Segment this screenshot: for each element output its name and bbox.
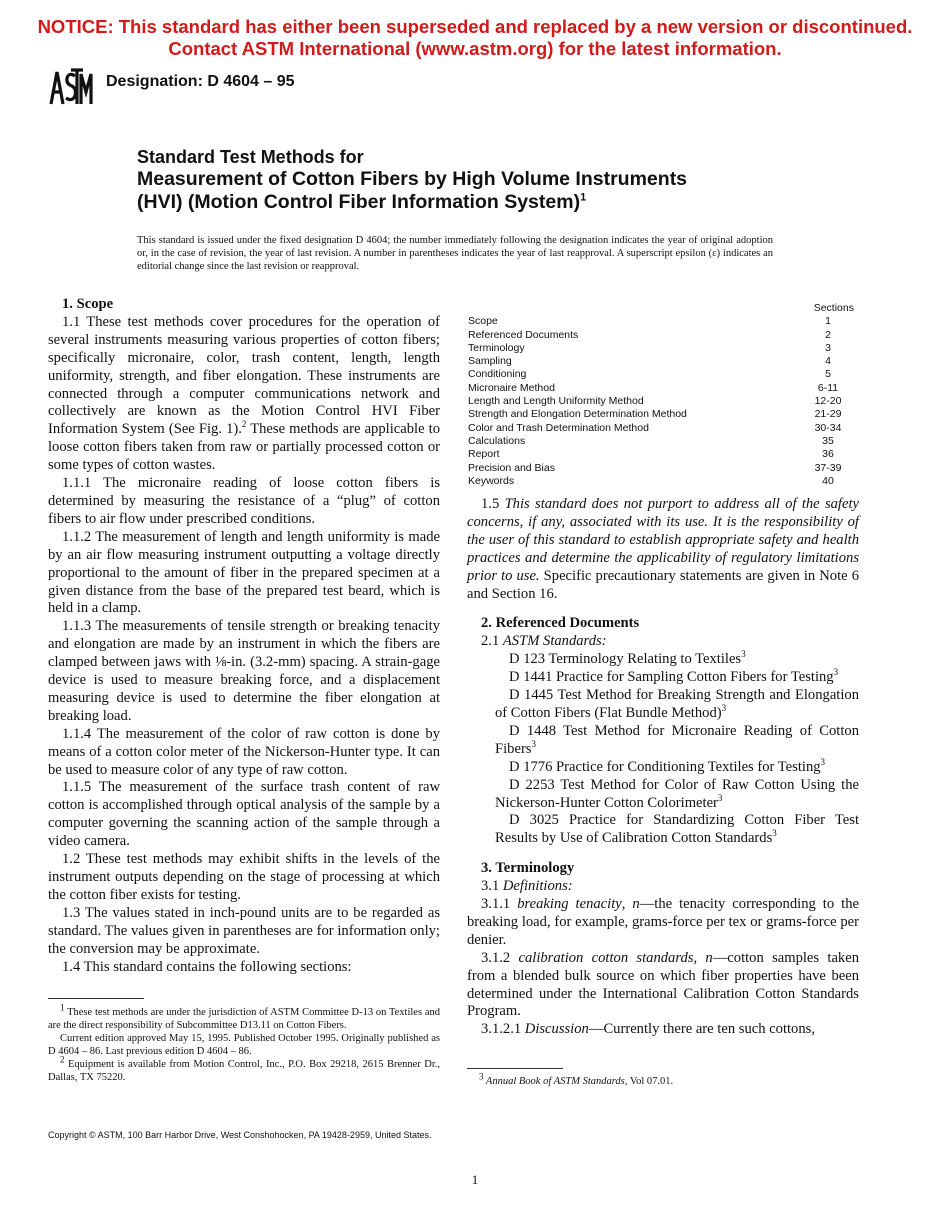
para-1-5: 1.5 This standard does not purport to address all of the safety concerns, if any, associated with its use. It is the responsibility of the user of this standard to establish appropriate safety and health practices and determine the applicability of regulatory limitations prior to use. Specific precautionary statements are given in Note 6 and Section 16. [467,496,859,602]
footnote-rule-right [467,1068,563,1069]
reference-list [467,651,859,848]
reference-item: D 1776 Practice for Conditioning Textiles for Testing$^3$ [509,756,826,775]
document-title [137,146,817,214]
reference-item: D 3025 Practice for Standardizing Cotton Fiber Test Results by Use of Calibration Cotton Standards$^3$ [495,812,859,847]
footnotes-right [467,1071,859,1088]
copyright-notice: Copyright © ASTM, 100 Barr Harbor Drive, West Conshohocken, PA 19428-2959, United States. [48,1130,432,1140]
sections-row-number: 12-20 [814,395,842,408]
para-1-1-1: 1.1.1 The micronaire reading of loose cotton fibers is determined by measuring the resistance of a “plug” of cotton fibers to air flow under prescribed conditions. [48,475,440,527]
sections-row-number: 36 [822,448,834,461]
notice-banner [0,16,950,60]
reference-item: D 123 Terminology Relating to Textiles$^3$ [509,649,746,668]
title-footnote-mark: 1 [580,191,587,204]
para-1-2: 1.2 These test methods may exhibit shifts in the levels of the instrument outputs depending on the stage of processing at which the cotton fiber exists for testing. [48,851,440,903]
intro-paragraph: This standard is issued under the fixed designation D 4604; the number immediately following the designation indicates the year of original adoption or, in the case of revision, the year of last revision. A number in parentheses indicates the year of last reapproval. A superscript epsilon (ε) indicates an editorial change since the last revision or reapproval. [137,235,773,272]
sections-row [468,462,854,475]
left-column [48,296,440,976]
sections-row-number: 30-34 [814,421,842,434]
sections-row [468,315,854,328]
page-number: 1 [471,1172,479,1187]
title-line-2: Measurement of Cotton Fibers by High Volume Instruments [137,168,688,190]
para-2-1: 2.1 ASTM Standards: [481,633,607,650]
sections-row-number: 40 [822,474,834,487]
sections-row [468,342,854,355]
title-line-1: Standard Test Methods for [137,147,364,167]
sections-row-label: Precision and Bias [468,461,555,474]
sections-row-label: Scope [468,315,498,328]
notice-line-1: NOTICE: This standard has either been superseded and replaced by a new version or discontinued. [37,16,913,37]
footnote-rule-left [48,998,144,999]
sections-row-number: 37-39 [814,461,842,474]
sections-row [468,355,854,368]
para-1-1-2: 1.1.2 The measurement of length and length uniformity is made by an air flow measuring instrument outputting a voltage directly proportional to the amount of fiber in the prepared specimen at a given distance from the base of the prepared test beard, which is held in a clamp. [48,528,440,617]
section-heading-referenced-documents: 2. Referenced Documents [481,615,640,632]
sections-header: Sections [813,302,854,314]
para-3-1: 3.1 Definitions: [481,878,573,895]
sections-row-number: 1 [825,315,831,328]
sections-row-label: Calculations [468,434,526,447]
sections-row [468,435,854,448]
designation: Designation: D 4604 – 95 [106,73,295,90]
reference-item: D 1448 Test Method for Micronaire Reading of Cotton Fibers$^3$ [495,722,859,757]
footnote-1: $^1$ These test methods are under the jurisdiction of ASTM Committee D-13 on Textiles and are the direct responsibility of Subcommittee D13.11 on Cotton Fibers. [48,1002,440,1031]
para-1-1-4: 1.1.4 The measurement of the color of raw cotton is done by means of a cotton color meter of the Nickerson-Hunter type. It can be used to measure color of any type of raw cotton. [48,725,440,778]
para-1-1: 1.1 These test methods cover procedures for the operation of several instruments measuring various properties of cotton fibers; specifically micronaire, color, trash content, length, length uniformity, strength, and fiber elongation. These instruments are connected through a computer communications network and collectively are known as the Motion Control HVI Fiber Information System (See Fig. 1).$^2$ These methods are applicable to loose cotton fibers taken from raw or partially processed cotton or some types of cotton wastes. [48,313,440,474]
title-line-3: (HVI) (Motion Control Fiber Information System)$^1$ [137,191,587,213]
sections-row [468,448,854,461]
sections-table [468,302,854,488]
para-1-1-3: 1.1.3 The measurements of tensile strength or breaking tenacity and elongation are made by an instrument in which the fibers are clamped between jaws with ⅛-in. (3.2-mm) spacing. A strain-gage device is used to measure breaking force, and a displacement measuring device is used to determine the fiber elongation at breaking load. [48,618,440,724]
section-heading-scope: 1. Scope [62,296,114,312]
sections-row [468,408,854,421]
astm-logo [48,64,94,108]
reference-item: D 1441 Practice for Sampling Cotton Fibers for Testing$^3$ [509,667,839,686]
sections-row-label: Sampling [468,355,512,368]
para-3-1-2: 3.1.2 calibration cotton standards, n—cotton samples taken from a blended bulk source on which fiber properties have been determined under the International Calibration Cotton Standards Program. [467,949,859,1020]
sections-row-label: Referenced Documents [468,328,579,341]
sections-row-label: Report [468,448,500,461]
right-column [467,496,859,1039]
sections-row-label: Keywords [468,474,515,487]
notice-line-2: Contact ASTM International (www.astm.org) for the latest information. [168,38,782,59]
para-1-1-5: 1.1.5 The measurement of the surface trash content of raw cotton is accomplished through optical analysis of the sample by a computer governing the scanning action of the sample through a video camera. [48,779,440,850]
sections-row [468,475,854,488]
sections-row-label: Micronaire Method [468,381,555,394]
sections-row [468,395,854,408]
para-1-3: 1.3 The values stated in inch-pound units are to be regarded as standard. The values given in parentheses are for information only; the conversion may be approximate. [48,904,440,957]
sections-row-number: 21-29 [814,408,842,421]
footnote-3: $^3$ Annual Book of ASTM Standards, Vol 07.01. [479,1071,674,1087]
sections-row-number: 6-11 [817,381,839,394]
sections-row-label: Strength and Elongation Determination Method [468,408,687,421]
sections-row-number: 35 [822,434,834,447]
sections-row [468,422,854,435]
sections-row-number: 5 [825,368,831,381]
sections-row [468,368,854,381]
footnote-2: $^2$ Equipment is available from Motion Control, Inc., P.O. Box 29218, 2615 Brenner Dr., Dallas, TX 75220. [48,1054,440,1083]
para-3-1-2-1: 3.1.2.1 Discussion—Currently there are ten such cottons, [481,1021,815,1038]
section-heading-terminology: 3. Terminology [481,860,575,877]
reference-item: D 1445 Test Method for Breaking Strength and Elongation of Cotton Fibers (Flat Bundle Method)$^3$ [495,687,859,721]
footnote-1-continued: Current edition approved May 15, 1995. Published October 1995. Originally published as D 4604 – 86. Last previous edition D 4604 – 86. [48,1033,440,1057]
sections-row [468,382,854,395]
reference-item: D 2253 Test Method for Color of Raw Cotton Using the Nickerson-Hunter Cotton Colorimeter$^3$ [495,776,859,811]
sections-row-number: 4 [825,355,831,368]
footnotes-left [48,1002,440,1084]
para-1-4: 1.4 This standard contains the following sections: [62,958,352,975]
sections-row-label: Conditioning [468,368,527,381]
para-3-1-1: 3.1.1 breaking tenacity, n—the tenacity corresponding to the breaking load, for example, grams-force per tex or grams-force per denier. [467,896,859,948]
sections-row [468,329,854,342]
sections-row-number: 2 [825,328,831,341]
sections-row-label: Terminology [468,341,525,354]
sections-row-number: 3 [825,341,831,354]
sections-row-label: Length and Length Uniformity Method [468,395,644,408]
sections-row-label: Color and Trash Determination Method [468,421,649,434]
